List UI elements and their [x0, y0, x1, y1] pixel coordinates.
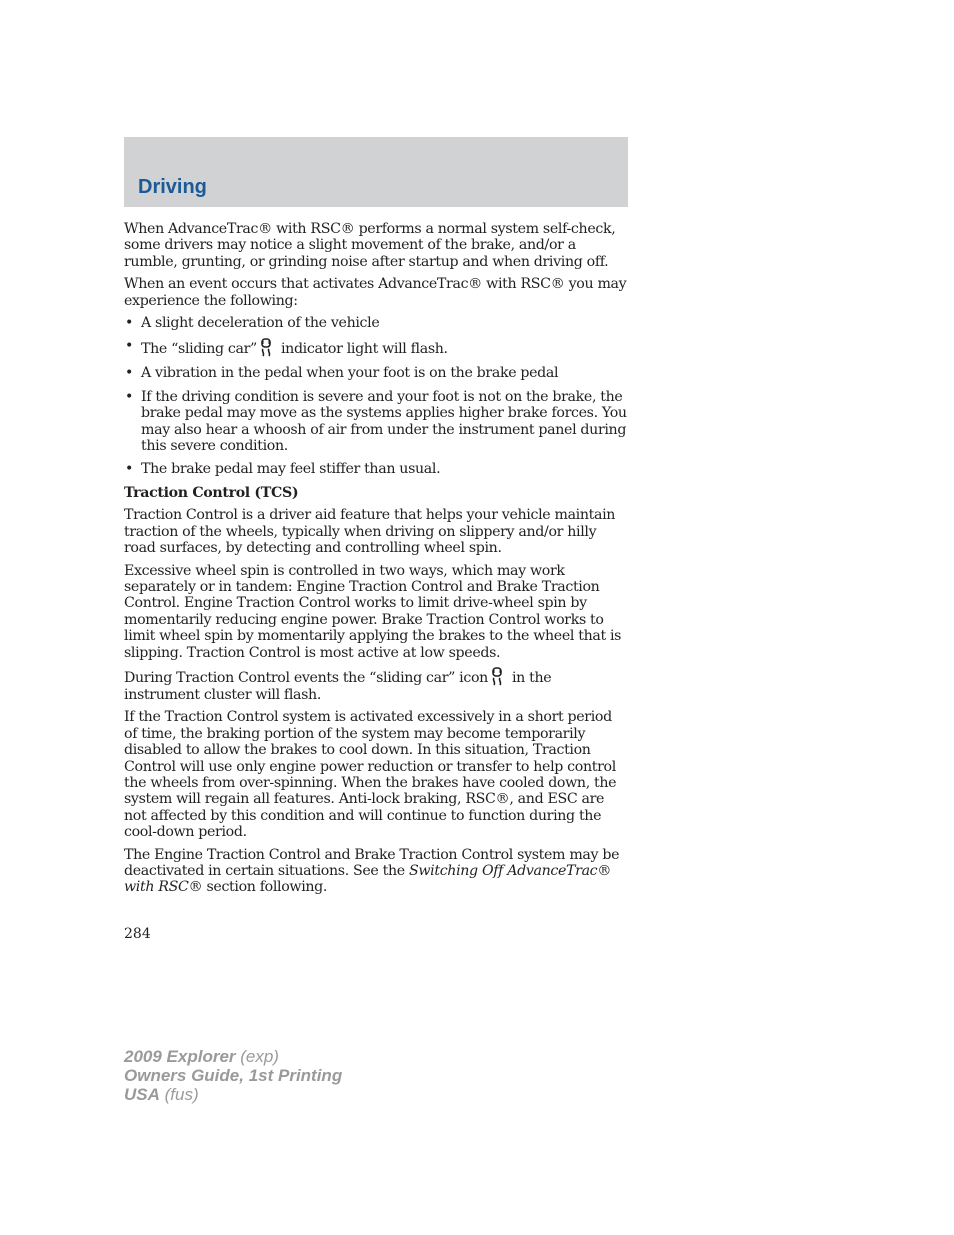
paragraph	[124, 847, 628, 896]
page-number: 284	[124, 926, 151, 942]
bullet-marker: •	[125, 338, 134, 355]
list-item	[124, 315, 628, 331]
footer-line	[124, 1085, 342, 1104]
paragraph: When AdvanceTrac® with RSC® performs a normal system self-check, some drivers may notice a slight movement of the brake, and/or a rumble, grunting, or grinding noise after startup and when driving off.	[124, 221, 616, 270]
paragraph-text: section following.	[202, 879, 328, 896]
list-item	[124, 365, 628, 381]
bullet-marker: •	[125, 461, 134, 478]
footer-market: USA	[124, 1085, 160, 1104]
list-item-text: The “sliding car”	[141, 341, 257, 358]
bullet-marker: •	[125, 365, 134, 382]
footer-code: (fus)	[159, 1085, 199, 1104]
page-content	[124, 221, 628, 902]
footer-model: 2009 Explorer	[124, 1047, 236, 1066]
list-item-text: The brake pedal may feel stiffer than usual.	[141, 461, 441, 478]
document-footer	[124, 1047, 342, 1104]
bullet-marker: •	[125, 315, 134, 332]
footer-guide: Owners Guide, 1st Printing	[124, 1066, 343, 1085]
paragraph: Excessive wheel spin is controlled in two ways, which may work separately or in tandem: Engine Traction Control and Brake Traction Control. Engine Traction Control works to limit drive-wheel spin by momentarily reducing engine power. Brake Traction Control works to limit wheel spin by momentarily applying the brakes to the wheel that is slipping. Traction Control is most active at low speeds.	[124, 562, 622, 661]
paragraph: Traction Control is a driver aid feature that helps your vehicle maintain traction of the wheels, typically when driving on slippery and/or hilly road surfaces, by detecting and controlling wheel spin.	[124, 507, 616, 557]
paragraph	[124, 667, 628, 703]
list-item	[124, 461, 628, 477]
footer-code: (exp)	[235, 1047, 279, 1066]
paragraph-text: During Traction Control events the “sliding car” icon	[124, 669, 488, 686]
paragraph-text: in the instrument cluster will flash.	[124, 669, 552, 703]
paragraph-text: The Engine Traction Control and Brake Traction Control system may be deactivated in certain situations. See the	[124, 846, 620, 879]
list-item-text: A vibration in the pedal when your foot is on the brake pedal	[141, 365, 559, 382]
subsection-heading: Traction Control (TCS)	[124, 484, 299, 501]
footer-line	[124, 1047, 342, 1066]
list-item-text: indicator light will flash.	[280, 341, 448, 358]
bullet-marker: •	[125, 388, 134, 405]
footer-line	[124, 1066, 342, 1085]
paragraph: If the Traction Control system is activated excessively in a short period of time, the braking portion of the system may become temporarily disabled to allow the brakes to cool down. In this situation, Traction Control will use only engine power reduction or transfer to help control the wheels from over-spinning. When the brakes have cooled down, the system will regain all features. Anti-lock braking, RSC®, and ESC are not affected by this condition and will continue to function during the cool-down period.	[124, 709, 617, 841]
section-title: Driving	[138, 176, 207, 198]
list-item	[124, 338, 628, 358]
sliding-car-icon	[259, 338, 273, 358]
paragraph: When an event occurs that activates AdvanceTrac® with RSC® you may experience the following:	[124, 276, 627, 309]
list-item	[124, 389, 628, 455]
list-item-text: If the driving condition is severe and your foot is not on the brake, the brake pedal may move as the systems applies higher brake forces. You may also hear a whoosh of air from under the instrument panel during this severe condition.	[141, 388, 627, 455]
list-item-text: A slight deceleration of the vehicle	[141, 315, 380, 332]
section-reference: Switching Off AdvanceTrac® with RSC®	[124, 863, 612, 896]
bullet-list	[124, 315, 628, 478]
sliding-car-icon	[490, 667, 504, 687]
section-header-band	[124, 137, 628, 207]
